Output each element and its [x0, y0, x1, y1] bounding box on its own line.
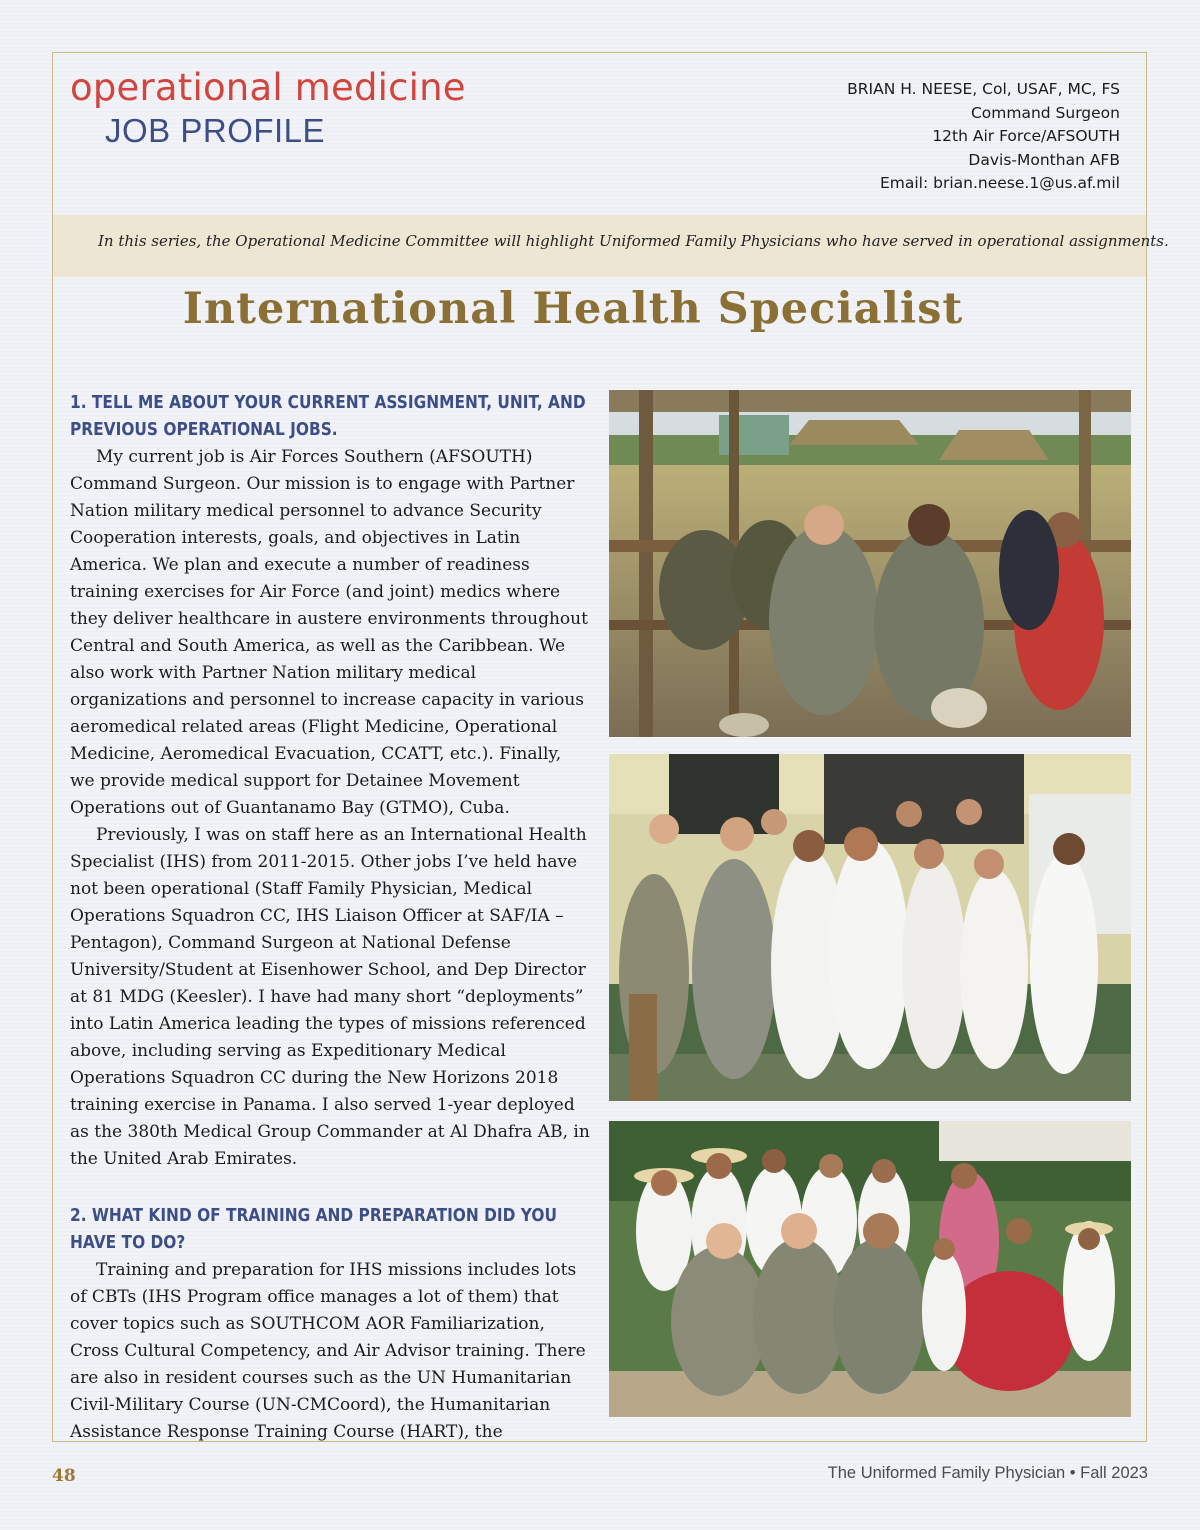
question-2-heading: 2. WHAT KIND OF TRAINING AND PREPARATION DID YOU HAVE TO DO?	[70, 1206, 558, 1253]
author-unit: 12th Air Force/AFSOUTH	[932, 127, 1120, 145]
magazine-footer: The Uniformed Family Physician • Fall 2023	[827, 1464, 1148, 1482]
author-block	[847, 78, 1120, 196]
author-email[interactable]: Email: brian.neese.1@us.af.mil	[879, 174, 1120, 192]
article-title: International Health Specialist	[182, 284, 964, 334]
page-number: 48	[52, 1466, 76, 1486]
author-role: Command Surgeon	[970, 103, 1120, 122]
photo-cultural-group	[609, 1121, 1131, 1417]
question-1-heading: 1. TELL ME ABOUT YOUR CURRENT ASSIGNMENT, UNIT, AND PREVIOUS OPERATIONAL JOBS.	[70, 393, 586, 440]
section-label: JOB PROFILE	[105, 112, 326, 149]
photo-clinic-group	[609, 754, 1131, 1101]
answer-1-paragraph-2: Previously, I was on staff here as an International Health Specialist (IHS) from 2011-2015. Other jobs I’ve held have not been operational (Staff Family Physician, Medical Operations Squadron CC, IHS Liaison Officer at SAF/IA – Pentagon), Command Surgeon at National Defense University/Student at Eisenhower School, and Dep Director at 81 MDG (Keesler). I have had many short “deployments” into Latin America leading the types of missions referenced above, including serving as Expeditionary Medical Operations Squadron CC during the New Horizons 2018 training exercise in Panama. I also served 1-year deployed as the 380th Medical Group Commander at Al Dhafra AB, in the United Arab Emirates.	[70, 825, 590, 1169]
answer-1-paragraph-1: My current job is Air Forces Southern (AFSOUTH) Command Surgeon. Our mission is to engage with Partner Nation military medical personnel to advance Security Cooperation interests, goals, and objectives in Latin America. We plan and execute a number of readiness training exercises for Air Force (and joint) medics where they deliver healthcare in austere environments throughout Central and South America, as well as the Caribbean. We also work with Partner Nation military medical organizations and personnel to increase capacity in various aeromedical related areas (Flight Medicine, Operational Medicine, Aeromedical Evacuation, CCATT, etc.). Finally, we provide medical support for Detainee Movement Operations out of Guantanamo Bay (GTMO), Cuba.	[70, 447, 588, 818]
author-name: BRIAN H. NEESE, Col, USAF, MC, FS	[847, 80, 1120, 98]
section-kicker: operational medicine	[70, 66, 466, 109]
author-base: Davis-Monthan AFB	[968, 150, 1120, 169]
answer-2-paragraph-1: Training and preparation for IHS missions includes lots of CBTs (IHS Program office manages a lot of them) that cover topics such as SOUTHCOM AOR Familiarization, Cross Cultural Competency, and Air Advisor training. There are also in resident courses such as the UN Humanitarian Civil-Military Course (UN-CMCoord), the Humanitarian Assistance Response Training Course (HART), the	[70, 1260, 586, 1442]
series-intro: In this series, the Operational Medicine Committee will highlight Uniformed Family Physicians who have served in operational assignments.	[98, 232, 1169, 250]
article-body	[70, 390, 590, 1446]
photo-village-pavilion	[609, 390, 1131, 737]
